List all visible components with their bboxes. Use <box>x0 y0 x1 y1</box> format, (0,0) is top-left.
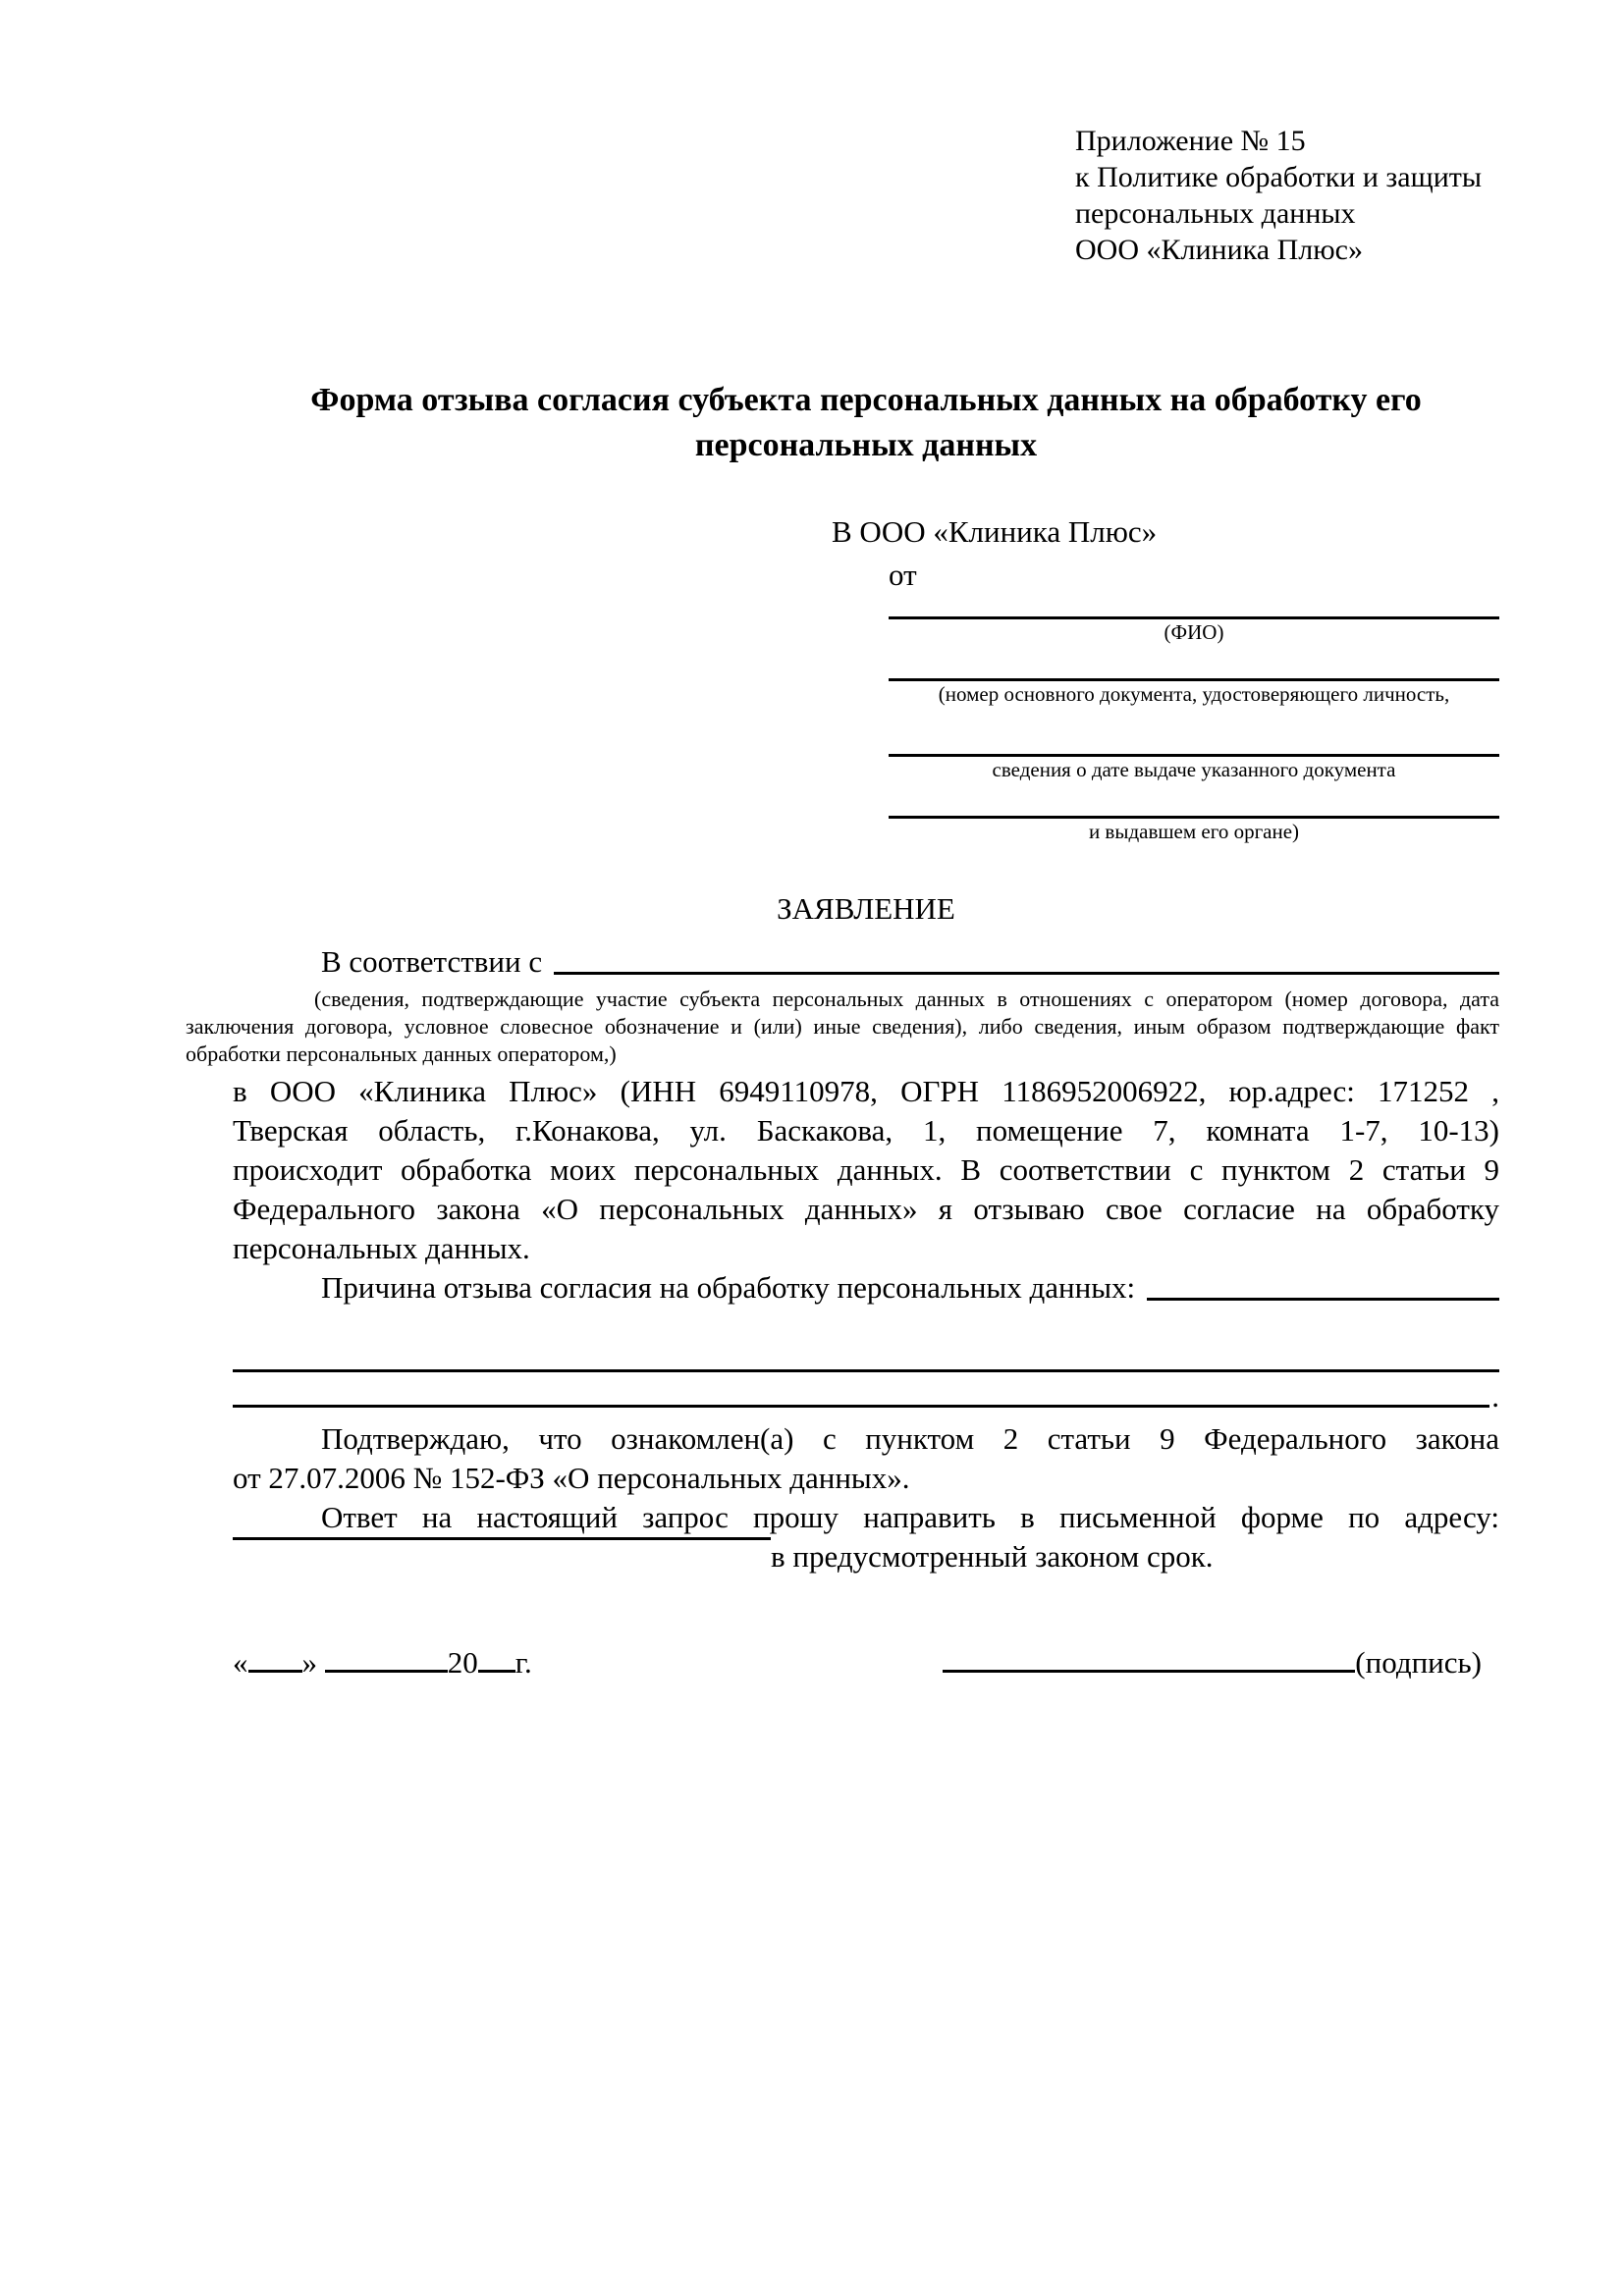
document-number-caption: (номер основного документа, удостоверяющего личность, <box>938 682 1450 706</box>
reason-blank-line <box>1147 1268 1499 1301</box>
reason-continuation-line-2 <box>233 1372 1499 1414</box>
appendix-line: Приложение № 15 <box>1075 125 1306 157</box>
confirm-paragraph-line: от 27.07.2006 № 152-ФЗ «О персональных данных». <box>233 1461 910 1495</box>
reason-prefix: Причина отзыва согласия на обработку персональных данных: <box>321 1270 1136 1305</box>
reason-line <box>233 1268 1499 1308</box>
reason-continuation-line-1 <box>233 1331 1499 1372</box>
date-year: 20 <box>447 1645 478 1680</box>
appendix-line: ООО «Клиника Плюс» <box>1075 234 1363 266</box>
reply-address-line <box>233 1537 1499 1576</box>
blank-line <box>233 1372 1489 1408</box>
date-open-quote: « <box>233 1645 248 1680</box>
confirm-paragraph <box>233 1419 1499 1498</box>
signature-caption: (подпись) <box>1355 1645 1482 1680</box>
reply-suffix: в предусмотренный законом срок. <box>771 1539 1214 1574</box>
reply-request-line: Ответ на настоящий запрос прошу направить в письменной форме по адресу: <box>321 1500 1499 1534</box>
main-paragraph <box>233 1072 1499 1268</box>
issuing-authority-caption: и выдавшем его органе) <box>1088 820 1300 843</box>
statement-heading: ЗАЯВЛЕНИЕ <box>777 891 955 926</box>
date-line <box>233 1643 532 1682</box>
address-blank-line <box>233 1537 771 1540</box>
date-close-quote: » <box>301 1645 317 1680</box>
date-signature-row <box>233 1643 1499 1682</box>
signature-line <box>943 1643 1482 1682</box>
fio-caption: (ФИО) <box>1164 620 1224 644</box>
addressee-block <box>832 512 1499 844</box>
confirm-paragraph-line: Подтверждаю, что ознакомлен(а) с пунктом 2 статьи 9 Федерального закона <box>321 1421 1499 1456</box>
appendix-line: к Политике обработки и защиты <box>1075 161 1483 193</box>
fio-field <box>889 616 1499 645</box>
accordance-footnote: (сведения, подтверждающие участие субъекта персональных данных в отношениях с оператором (номер договора, дата заключения договора, условное словесное обозначение и (или) иные сведения), либо сведения, иным образом подтверждающие факт обработки персональных данных оператором,) <box>186 987 1499 1066</box>
addressee-from-label: от <box>889 558 917 592</box>
appendix-block <box>1075 123 1499 268</box>
issue-date-field <box>889 754 1499 782</box>
accordance-prefix: В соответствии с <box>321 944 543 979</box>
date-day-blank <box>248 1670 302 1673</box>
form-title: Форма отзыва согласия субъекта персональных данных на обработку его персональных данных <box>310 382 1422 463</box>
issuing-authority-field <box>889 816 1499 844</box>
date-month-blank <box>325 1670 448 1673</box>
accordance-line <box>233 942 1499 982</box>
blank-line <box>233 1331 1499 1372</box>
document-number-field <box>889 678 1499 707</box>
main-paragraph-line: персональных данных. <box>233 1231 530 1265</box>
addressee-to: В ООО «Клиника Плюс» <box>832 514 1158 549</box>
accordance-blank-line <box>554 942 1499 975</box>
main-paragraph-line: Федерального закона «О персональных данных» я отзываю свое согласие на обработку <box>233 1192 1499 1226</box>
main-paragraph-line: происходит обработка моих персональных данных. В соответствии с пунктом 2 статьи 9 <box>233 1152 1499 1187</box>
date-year-blank <box>478 1670 515 1673</box>
appendix-line: персональных данных <box>1075 197 1356 230</box>
sentence-terminator: . <box>1491 1379 1499 1414</box>
date-year-suffix: г. <box>514 1645 532 1680</box>
signature-blank <box>943 1670 1355 1673</box>
issue-date-caption: сведения о дате выдаче указанного документа <box>992 758 1396 781</box>
main-paragraph-line: Тверская область, г.Конакова, ул. Баскакова, 1, помещение 7, комната 1-7, 10-13) <box>233 1113 1499 1148</box>
main-paragraph-line: в ООО «Клиника Плюс» (ИНН 6949110978, ОГРН 1186952006922, юр.адрес: 171252 , <box>233 1074 1499 1108</box>
